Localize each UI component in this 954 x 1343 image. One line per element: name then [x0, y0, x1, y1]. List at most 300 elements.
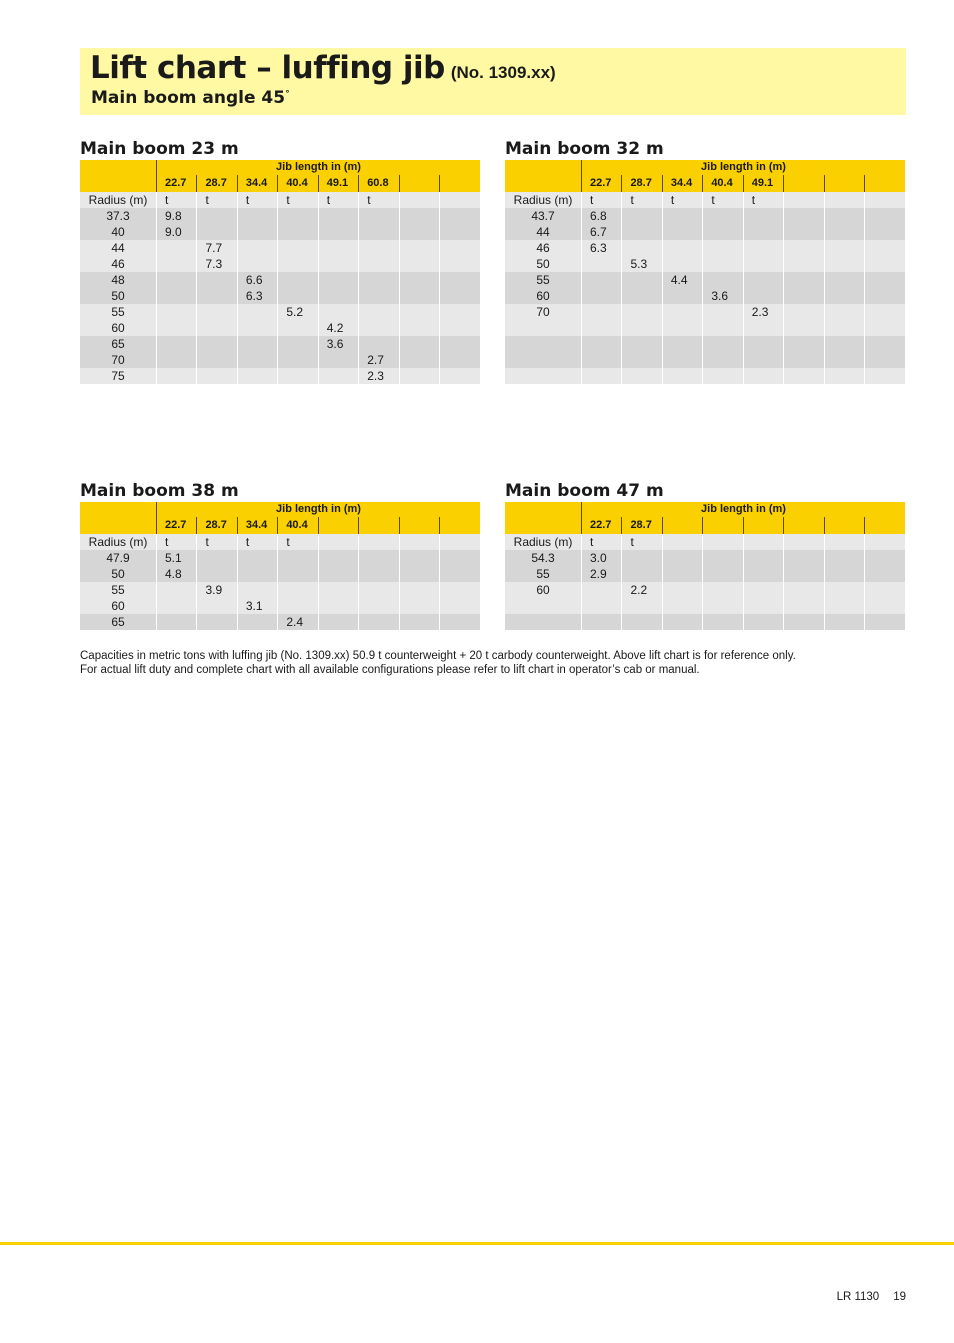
capacity-cell: [784, 582, 824, 598]
capacity-cell: [703, 336, 743, 352]
jib-length-cell: 40.4: [278, 517, 318, 534]
capacity-cell: [440, 240, 480, 256]
capacity-cell: [399, 208, 439, 224]
unit-cell: t: [237, 192, 277, 208]
radius-cell: [505, 598, 582, 614]
lift-table-section: [80, 138, 480, 384]
capacity-cell: [278, 336, 318, 352]
table-row: [505, 582, 905, 598]
bottom-rule: [0, 1242, 954, 1245]
radius-cell: 43.7: [505, 208, 582, 224]
capacity-cell: [824, 566, 864, 582]
capacity-cell: [865, 304, 905, 320]
capacity-cell: [662, 240, 702, 256]
capacity-footnote: [80, 650, 910, 677]
capacity-cell: [824, 368, 864, 384]
footnote-line: Capacities in metric tons with luffing jib (No. 1309.xx) 50.9 t counterweight + 20 t carbody counterweight. Above lift chart is for reference only.: [80, 650, 796, 662]
table-row: [505, 614, 905, 630]
capacity-cell: [157, 614, 197, 630]
capacity-cell: [318, 272, 358, 288]
capacity-cell: [157, 304, 197, 320]
capacity-cell: [237, 208, 277, 224]
unit-cell: [440, 192, 480, 208]
capacity-cell: [278, 272, 318, 288]
capacity-cell: [743, 614, 783, 630]
radius-cell: [505, 614, 582, 630]
capacity-cell: [359, 240, 399, 256]
capacity-cell: [582, 320, 622, 336]
radius-cell: [505, 336, 582, 352]
capacity-cell: [662, 304, 702, 320]
capacity-cell: [359, 288, 399, 304]
capacity-cell: 6.7: [582, 224, 622, 240]
capacity-cell: [157, 368, 197, 384]
capacity-cell: [865, 256, 905, 272]
jib-length-cell: [318, 517, 358, 534]
capacity-cell: [784, 224, 824, 240]
capacity-cell: [440, 566, 480, 582]
capacity-cell: [622, 336, 662, 352]
jib-length-header: Jib length in (m): [157, 160, 481, 175]
table-row: [80, 368, 480, 384]
capacity-cell: [703, 256, 743, 272]
page-footer: [837, 1291, 906, 1303]
capacity-cell: [662, 550, 702, 566]
table-row: [505, 368, 905, 384]
table-header-row: [80, 160, 480, 175]
capacity-cell: [743, 208, 783, 224]
jib-length-row: [505, 175, 905, 192]
lift-table: [505, 160, 905, 384]
capacity-cell: [197, 224, 237, 240]
capacity-cell: [865, 240, 905, 256]
capacity-cell: [824, 352, 864, 368]
capacity-cell: [237, 582, 277, 598]
jib-length-cell: [399, 175, 439, 192]
capacity-cell: [824, 550, 864, 566]
capacity-cell: [318, 598, 358, 614]
unit-cell: [865, 534, 905, 550]
capacity-cell: [237, 240, 277, 256]
capacity-cell: [582, 336, 622, 352]
unit-cell: t: [582, 192, 622, 208]
capacity-cell: 3.6: [703, 288, 743, 304]
capacity-cell: [278, 208, 318, 224]
capacity-cell: [440, 352, 480, 368]
capacity-cell: 9.0: [157, 224, 197, 240]
capacity-cell: [824, 614, 864, 630]
capacity-cell: [582, 256, 622, 272]
capacity-cell: [703, 272, 743, 288]
table-row: [80, 352, 480, 368]
capacity-cell: [197, 352, 237, 368]
unit-cell: t: [662, 192, 702, 208]
capacity-cell: [399, 240, 439, 256]
unit-cell: [662, 534, 702, 550]
capacity-cell: [865, 598, 905, 614]
unit-cell: [703, 534, 743, 550]
capacity-cell: [197, 336, 237, 352]
capacity-cell: [399, 288, 439, 304]
radius-header: Radius (m): [80, 534, 157, 550]
capacity-cell: [157, 288, 197, 304]
radius-cell: 60: [80, 320, 157, 336]
jib-length-row: [505, 517, 905, 534]
table-row: [505, 336, 905, 352]
capacity-cell: [157, 240, 197, 256]
table-row: [505, 240, 905, 256]
capacity-cell: [743, 598, 783, 614]
radius-cell: 55: [80, 582, 157, 598]
capacity-cell: [743, 240, 783, 256]
capacity-cell: [703, 368, 743, 384]
capacity-cell: 4.2: [318, 320, 358, 336]
capacity-cell: [237, 566, 277, 582]
capacity-cell: [622, 352, 662, 368]
capacity-cell: [824, 224, 864, 240]
capacity-cell: [440, 336, 480, 352]
table-row: [80, 582, 480, 598]
jib-length-row: [80, 175, 480, 192]
corner-cell: [505, 517, 582, 534]
capacity-cell: [197, 368, 237, 384]
radius-cell: 60: [505, 582, 582, 598]
capacity-cell: [318, 582, 358, 598]
capacity-cell: [784, 598, 824, 614]
unit-cell: t: [278, 192, 318, 208]
jib-length-header: Jib length in (m): [157, 502, 481, 517]
table-row: [505, 224, 905, 240]
capacity-cell: [197, 550, 237, 566]
radius-cell: 37.3: [80, 208, 157, 224]
jib-length-cell: [865, 175, 905, 192]
unit-cell: [865, 192, 905, 208]
capacity-cell: [399, 224, 439, 240]
table-row: [80, 566, 480, 582]
capacity-cell: [582, 582, 622, 598]
capacity-cell: 5.3: [622, 256, 662, 272]
capacity-cell: [784, 240, 824, 256]
unit-cell: [824, 192, 864, 208]
jib-length-cell: [784, 517, 824, 534]
radius-cell: 54.3: [505, 550, 582, 566]
jib-length-cell: 40.4: [278, 175, 318, 192]
capacity-cell: [582, 272, 622, 288]
capacity-cell: [318, 566, 358, 582]
jib-length-cell: 22.7: [582, 517, 622, 534]
capacity-cell: [824, 598, 864, 614]
table-row: [505, 566, 905, 582]
capacity-cell: [582, 368, 622, 384]
capacity-cell: [399, 320, 439, 336]
capacity-cell: [157, 582, 197, 598]
jib-length-cell: [359, 517, 399, 534]
capacity-cell: [865, 368, 905, 384]
footnote-line: For actual lift duty and complete chart with all available configurations please refer to lift chart in operator’s cab or manual.: [80, 663, 700, 676]
table-row: [80, 336, 480, 352]
capacity-cell: [440, 256, 480, 272]
table-row: [80, 256, 480, 272]
capacity-cell: [237, 550, 277, 566]
capacity-cell: [784, 352, 824, 368]
capacity-cell: [399, 566, 439, 582]
capacity-cell: [622, 288, 662, 304]
capacity-cell: [399, 550, 439, 566]
page-header: [80, 48, 906, 115]
capacity-cell: 6.3: [582, 240, 622, 256]
jib-length-cell: 22.7: [582, 175, 622, 192]
capacity-cell: [197, 614, 237, 630]
radius-cell: 44: [505, 224, 582, 240]
capacity-cell: [582, 288, 622, 304]
corner-cell: [80, 517, 157, 534]
capacity-cell: [237, 368, 277, 384]
capacity-cell: 5.1: [157, 550, 197, 566]
capacity-cell: [703, 208, 743, 224]
table-row: [505, 550, 905, 566]
capacity-cell: [662, 320, 702, 336]
capacity-cell: [824, 272, 864, 288]
unit-cell: t: [582, 534, 622, 550]
jib-length-cell: 49.1: [318, 175, 358, 192]
capacity-cell: [824, 208, 864, 224]
capacity-cell: [237, 336, 277, 352]
table-row: [505, 304, 905, 320]
capacity-cell: [743, 336, 783, 352]
capacity-cell: [278, 224, 318, 240]
capacity-cell: [703, 614, 743, 630]
capacity-cell: [278, 368, 318, 384]
unit-row: [80, 534, 480, 550]
capacity-cell: [824, 582, 864, 598]
capacity-cell: [743, 224, 783, 240]
capacity-cell: [157, 256, 197, 272]
radius-cell: 46: [505, 240, 582, 256]
jib-length-cell: 28.7: [622, 517, 662, 534]
capacity-cell: [237, 304, 277, 320]
capacity-cell: [824, 304, 864, 320]
capacity-cell: 2.2: [622, 582, 662, 598]
table-row: [80, 598, 480, 614]
lift-table: [80, 160, 480, 384]
capacity-cell: [359, 336, 399, 352]
corner-cell: [505, 502, 582, 517]
capacity-cell: [743, 566, 783, 582]
capacity-cell: [784, 256, 824, 272]
capacity-cell: [622, 566, 662, 582]
radius-cell: 60: [505, 288, 582, 304]
capacity-cell: [703, 224, 743, 240]
capacity-cell: [865, 582, 905, 598]
jib-length-cell: [703, 517, 743, 534]
jib-length-cell: 34.4: [237, 517, 277, 534]
radius-cell: [505, 320, 582, 336]
jib-length-cell: 28.7: [197, 517, 237, 534]
radius-cell: 75: [80, 368, 157, 384]
capacity-cell: [440, 208, 480, 224]
jib-length-cell: [440, 517, 480, 534]
capacity-cell: [318, 368, 358, 384]
radius-cell: 44: [80, 240, 157, 256]
capacity-cell: [622, 368, 662, 384]
capacity-cell: [278, 352, 318, 368]
page-title-suffix: (No. 1309.xx): [450, 63, 556, 82]
table-row: [505, 320, 905, 336]
page-number: 19: [893, 1291, 906, 1303]
capacity-cell: [278, 288, 318, 304]
capacity-cell: [237, 224, 277, 240]
unit-cell: [784, 534, 824, 550]
capacity-cell: [318, 288, 358, 304]
capacity-cell: [399, 582, 439, 598]
capacity-cell: [237, 614, 277, 630]
capacity-cell: [399, 256, 439, 272]
capacity-cell: [703, 320, 743, 336]
lift-table-section: [80, 480, 480, 630]
unit-cell: [318, 534, 358, 550]
capacity-cell: [157, 336, 197, 352]
capacity-cell: [399, 272, 439, 288]
capacity-cell: [622, 320, 662, 336]
capacity-cell: 3.6: [318, 336, 358, 352]
radius-cell: 65: [80, 614, 157, 630]
corner-cell: [505, 175, 582, 192]
unit-row: [505, 534, 905, 550]
jib-length-cell: 22.7: [157, 175, 197, 192]
jib-length-cell: 60.8: [359, 175, 399, 192]
capacity-cell: 2.7: [359, 352, 399, 368]
capacity-cell: [237, 256, 277, 272]
radius-cell: 46: [80, 256, 157, 272]
table-row: [80, 304, 480, 320]
capacity-cell: 6.6: [237, 272, 277, 288]
table-title: Main boom 32 m: [505, 139, 664, 159]
radius-cell: 55: [505, 566, 582, 582]
capacity-cell: [743, 256, 783, 272]
capacity-cell: [582, 352, 622, 368]
table-row: [80, 272, 480, 288]
capacity-cell: [662, 256, 702, 272]
capacity-cell: [743, 320, 783, 336]
capacity-cell: 2.3: [359, 368, 399, 384]
capacity-cell: [278, 240, 318, 256]
capacity-cell: [359, 224, 399, 240]
capacity-cell: [784, 368, 824, 384]
table-row: [505, 272, 905, 288]
capacity-cell: [197, 304, 237, 320]
capacity-cell: [703, 582, 743, 598]
lift-table: [80, 502, 480, 630]
unit-row: [505, 192, 905, 208]
unit-cell: t: [622, 192, 662, 208]
capacity-cell: [824, 240, 864, 256]
capacity-cell: [318, 208, 358, 224]
radius-header: Radius (m): [80, 192, 157, 208]
capacity-cell: [359, 272, 399, 288]
table-row: [80, 208, 480, 224]
capacity-cell: [318, 240, 358, 256]
capacity-cell: [622, 598, 662, 614]
capacity-cell: [865, 352, 905, 368]
table-row: [505, 598, 905, 614]
capacity-cell: [865, 224, 905, 240]
unit-cell: [743, 534, 783, 550]
radius-cell: 55: [80, 304, 157, 320]
table-row: [80, 550, 480, 566]
capacity-cell: [582, 614, 622, 630]
model-name: LR 1130: [836, 1291, 880, 1303]
capacity-cell: [703, 566, 743, 582]
capacity-cell: [824, 320, 864, 336]
capacity-cell: [399, 598, 439, 614]
capacity-cell: [784, 336, 824, 352]
corner-cell: [80, 175, 157, 192]
capacity-cell: 7.3: [197, 256, 237, 272]
capacity-cell: [278, 550, 318, 566]
table-row: [80, 320, 480, 336]
capacity-cell: [440, 224, 480, 240]
radius-cell: 40: [80, 224, 157, 240]
capacity-cell: 2.4: [278, 614, 318, 630]
jib-length-cell: [865, 517, 905, 534]
radius-cell: [505, 352, 582, 368]
table-row: [80, 224, 480, 240]
capacity-cell: [865, 614, 905, 630]
capacity-cell: [582, 598, 622, 614]
capacity-cell: [197, 598, 237, 614]
capacity-cell: [399, 304, 439, 320]
capacity-cell: [622, 240, 662, 256]
capacity-cell: [743, 288, 783, 304]
capacity-cell: [318, 256, 358, 272]
capacity-cell: 6.3: [237, 288, 277, 304]
capacity-cell: [662, 566, 702, 582]
degree-symbol: °: [285, 89, 290, 100]
capacity-cell: [440, 368, 480, 384]
jib-length-cell: [743, 517, 783, 534]
capacity-cell: [662, 224, 702, 240]
jib-length-cell: 40.4: [703, 175, 743, 192]
capacity-cell: 4.4: [662, 272, 702, 288]
radius-cell: 70: [505, 304, 582, 320]
capacity-cell: [784, 208, 824, 224]
capacity-cell: [824, 288, 864, 304]
table-header-row: [80, 502, 480, 517]
table-row: [505, 208, 905, 224]
capacity-cell: [703, 304, 743, 320]
capacity-cell: [237, 352, 277, 368]
capacity-cell: [318, 352, 358, 368]
capacity-cell: [157, 320, 197, 336]
capacity-cell: [662, 582, 702, 598]
capacity-cell: [278, 320, 318, 336]
capacity-cell: [197, 566, 237, 582]
capacity-cell: [399, 614, 439, 630]
capacity-cell: [824, 256, 864, 272]
radius-header: Radius (m): [505, 192, 582, 208]
capacity-cell: [784, 614, 824, 630]
capacity-cell: 2.9: [582, 566, 622, 582]
jib-length-cell: 28.7: [197, 175, 237, 192]
corner-cell: [80, 502, 157, 517]
unit-cell: t: [197, 192, 237, 208]
capacity-cell: [743, 550, 783, 566]
unit-cell: t: [359, 192, 399, 208]
capacity-cell: [359, 614, 399, 630]
capacity-cell: [157, 352, 197, 368]
lift-table-section: [505, 138, 905, 384]
capacity-cell: [440, 304, 480, 320]
